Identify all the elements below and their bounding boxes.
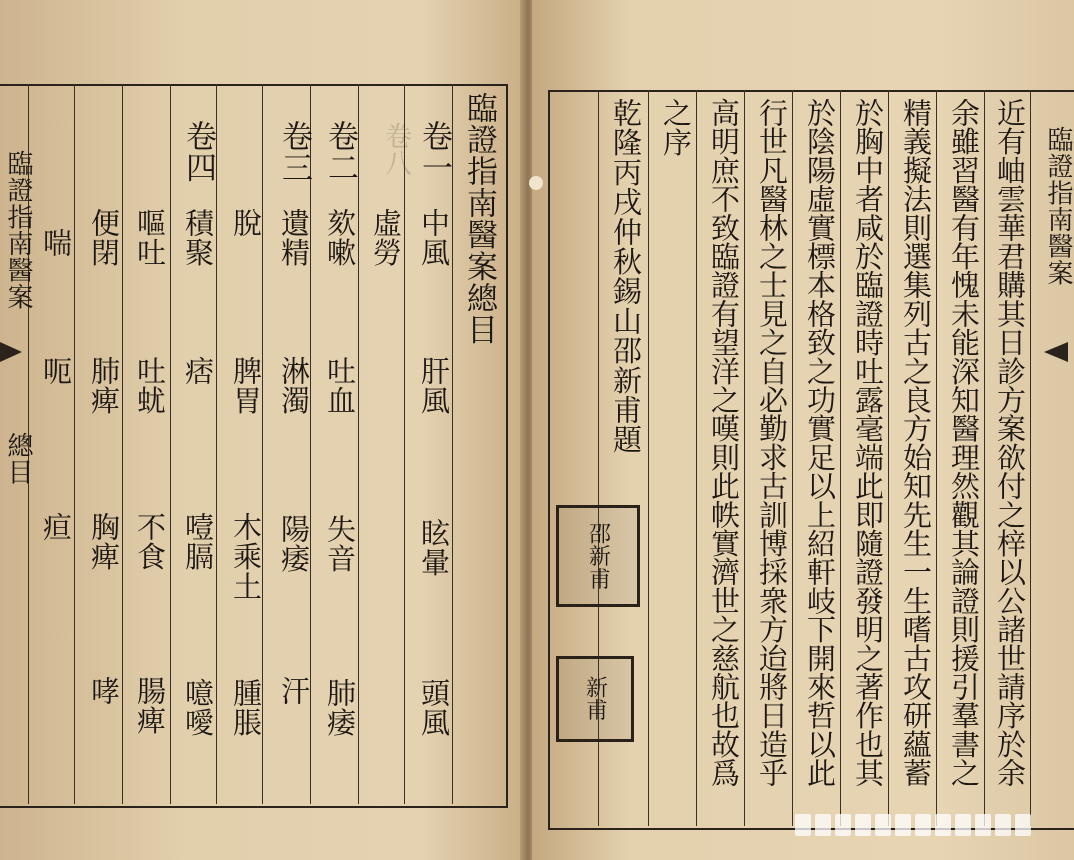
toc-item: 痞: [181, 356, 215, 386]
toc-item: 陽痿: [277, 514, 311, 574]
toc-item: 木乘土: [229, 512, 263, 602]
toc-item: 嘔吐: [133, 208, 167, 268]
preface-column-6: 行世凡醫林之士見之自必勤求古訓博採衆方迨將日造乎: [755, 98, 789, 787]
preface-column-8: 之序: [659, 98, 693, 158]
column-rule: [696, 90, 697, 826]
seal-stamp: [556, 656, 634, 742]
toc-item: 失音: [323, 514, 357, 574]
toc-item: 腫脹: [229, 678, 263, 738]
toc-item: 噫噯: [181, 678, 215, 738]
right-edge-label: 臨證指南醫案: [1043, 126, 1073, 287]
toc-item: 胸痺: [87, 512, 121, 572]
toc-item: 腸痺: [133, 676, 167, 736]
preface-column-5: 於陰陽虛實標本格致之功實足以上紹軒岐下開來哲以此: [803, 98, 837, 787]
volume-label: 卷三: [276, 120, 312, 184]
seal-text: 邵新甫: [585, 521, 611, 591]
toc-item: 肺痺: [87, 356, 121, 416]
watermark: [795, 812, 1055, 838]
toc-item: 遺精: [277, 208, 311, 268]
toc-item: 中風: [417, 208, 451, 268]
toc-item: 欬嗽: [323, 208, 357, 268]
toc-item: 眩暈: [417, 518, 451, 578]
seal-stamp: [556, 505, 640, 607]
left-edge-sub: 總目: [3, 432, 33, 486]
preface-column-3: 精義擬法則選集列古之良方始知先生一生嗜古攻研蘊蓄: [899, 98, 933, 787]
paper-mark: [529, 176, 543, 190]
preface-column-1: 近有岫雲華君購其日診方案欲付之梓以公諸世請序於余: [993, 98, 1027, 787]
bleed-through-text: 卷八: [380, 122, 411, 176]
toc-item: 不食: [133, 512, 167, 572]
toc-item: 積聚: [181, 208, 215, 268]
preface-signature: 乾隆丙戌仲秋錫山邵新甫題: [609, 98, 643, 455]
toc-item: 汗: [277, 676, 311, 706]
toc-item: 呃: [39, 356, 73, 386]
toc-item: 噎膈: [181, 512, 215, 572]
toc-item: 脫: [229, 208, 263, 238]
toc-item: 便閉: [87, 208, 121, 268]
toc-item: 肝風: [417, 356, 451, 416]
toc-item: 肺痿: [323, 678, 357, 738]
left-edge-label: 臨證指南醫案: [3, 150, 33, 311]
toc-item: 虛勞: [369, 208, 403, 268]
toc-item: 頭風: [417, 678, 451, 738]
preface-column-4: 於胸中者咸於臨證時吐露毫端此即隨證發明之著作也其: [851, 98, 885, 787]
toc-item: 脾胃: [229, 356, 263, 416]
column-rule: [74, 84, 75, 804]
fish-tail-mark: [1044, 342, 1068, 362]
column-rule: [648, 90, 649, 826]
fish-tail-mark: [0, 342, 22, 362]
toc-title: 臨證指南醫案總目: [461, 92, 497, 346]
volume-label: 卷四: [180, 120, 216, 184]
toc-item: 淋濁: [277, 356, 311, 416]
toc-item: 哮: [87, 676, 121, 706]
preface-column-7: 高明庶不致臨證有望洋之嘆則此帙實濟世之慈航也故爲: [707, 98, 741, 787]
volume-label: 卷二: [322, 120, 358, 184]
preface-column-2: 余雖習醫有年愧未能深知醫理然觀其論證則援引羣書之: [947, 98, 981, 787]
column-rule: [404, 84, 405, 804]
volume-label: 卷一: [416, 120, 452, 184]
seal-text: 新甫: [582, 676, 608, 722]
toc-item: 疸: [39, 512, 73, 542]
toc-item: 吐蚘: [133, 356, 167, 416]
toc-item: 吐血: [323, 356, 357, 416]
toc-item: 喘: [39, 228, 73, 258]
